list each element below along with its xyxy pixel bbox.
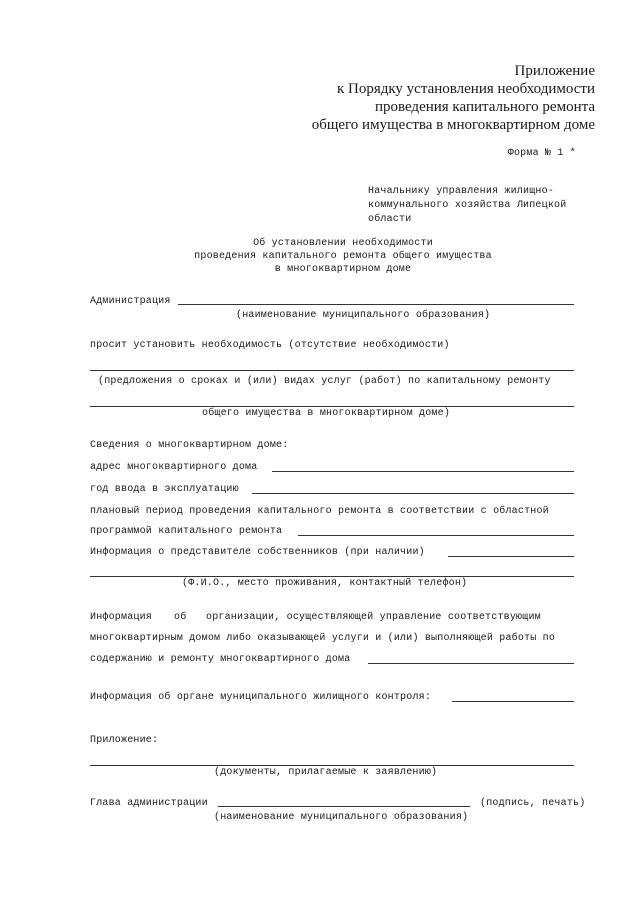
planned-period-field[interactable]: [298, 535, 574, 536]
head-label: Глава администрации: [90, 798, 208, 809]
commission-year-label: год ввода в эксплуатацию: [90, 484, 239, 495]
appendix-line: проведения капитального ремонта: [374, 99, 595, 115]
org-info-field[interactable]: [368, 663, 574, 664]
administration-caption: (наименование муниципального образования): [236, 310, 491, 321]
signature-caption: (подпись, печать): [480, 798, 586, 809]
owners-rep-label: Информация о представителе собственников (при наличии): [90, 547, 425, 558]
control-field[interactable]: [452, 701, 574, 702]
proposals-caption-2: общего имущества в многоквартирном доме): [202, 408, 451, 419]
org-info-text: многоквартирным домом либо оказывающей услуги и (или) выполняющей работы по: [90, 633, 556, 644]
owners-rep-field[interactable]: [448, 556, 574, 557]
signature-field[interactable]: [218, 806, 470, 807]
building-info-heading: Сведения о многоквартирном доме:: [90, 440, 289, 451]
document-title: Об установлении необходимости: [253, 238, 433, 249]
proposals-field-2[interactable]: [90, 406, 574, 407]
attachments-label: Приложение:: [90, 735, 159, 746]
appendix-line: общего имущества в многоквартирном доме: [311, 117, 595, 133]
proposals-caption: (предложения о сроках и (или) видах услуг (работ) по капитальному ремонту: [98, 376, 551, 387]
planned-period-label: плановый период проведения капитального ремонта в соответствии с областной: [90, 506, 549, 517]
addressee-line: Начальнику управления жилищно-: [368, 186, 555, 197]
commission-year-field[interactable]: [252, 493, 574, 494]
addressee-line: коммунального хозяйства Липецкой: [368, 200, 567, 211]
org-info-text: организации, осуществляющей управление соответствующим: [206, 612, 541, 623]
administration-label: Администрация: [90, 296, 171, 307]
administration-field[interactable]: [178, 304, 574, 305]
appendix-title: Приложение: [514, 63, 595, 79]
attachments-field[interactable]: [90, 765, 574, 766]
appendix-line: к Порядку установления необходимости: [336, 81, 595, 97]
municipality-caption: (наименование муниципального образования): [214, 812, 469, 823]
planned-period-label: программой капитального ремонта: [90, 526, 283, 537]
addressee-line: области: [368, 214, 412, 225]
form-number: Форма № 1 *: [507, 148, 576, 159]
document-title: проведения капитального ремонта общего имущества: [194, 251, 492, 262]
owners-rep-field-2[interactable]: [90, 576, 574, 577]
attachments-caption: (документы, прилагаемые к заявлению): [214, 767, 438, 778]
request-text: просит установить необходимость (отсутствие необходимости): [90, 340, 450, 351]
control-label: Информация об органе муниципального жилищного контроля:: [90, 692, 432, 703]
owners-rep-caption: (Ф.И.О., место проживания, контактный телефон): [182, 578, 468, 589]
document-title: в многоквартирном доме: [274, 264, 412, 275]
address-field[interactable]: [272, 471, 574, 472]
org-info-text: содержанию и ремонту многоквартирного дома: [90, 654, 351, 665]
proposals-field[interactable]: [90, 370, 574, 371]
address-label: адрес многоквартирного дома: [90, 462, 258, 473]
org-info-text: Информация: [90, 612, 153, 623]
org-info-text: об: [174, 612, 187, 623]
